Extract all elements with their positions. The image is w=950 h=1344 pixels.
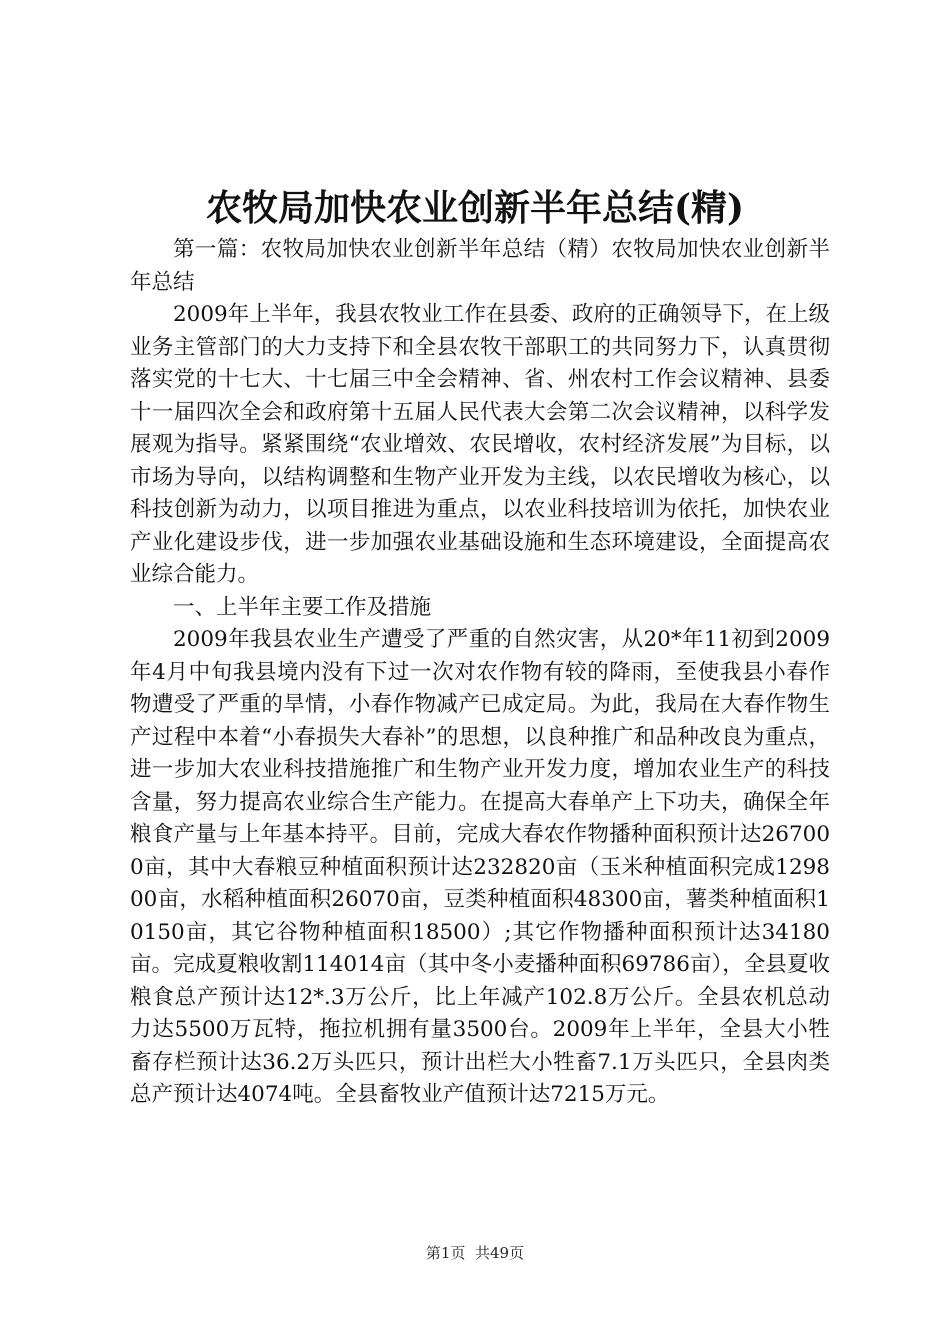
paragraph-overview: 2009年上半年，我县农牧业工作在县委、政府的正确领导下，在上级业务主管部门的大力支持下和全县农牧干部职工的共同努力下，认真贯彻落实党的十七大、十七届三中全会精神、省、州农村工作会议精神、县委十一届四次全会和政府第十五届人民代表大会第二次会议精神，以科学发展观为指导。紧紧围绕“农业增效、农民增收，农村经济发展”为目标，以市场为导向，以结构调整和生物产业开发为主线，以农民增收为核心，以科技创新为动力，以项目推进为重点，以农业科技培训为依托，加快农业产业化建设步伐，进一步加强农业基础设施和生态环境建设，全面提高农业综合能力。 — [130, 302, 830, 587]
page-footer — [0, 1243, 950, 1263]
document-body — [130, 234, 830, 1112]
document-title: 农牧局加快农业创新半年总结(精) — [205, 187, 745, 229]
page-number: 第1页 共49页 — [425, 1244, 525, 1262]
paragraph-details: 2009年我县农业生产遭受了严重的自然灾害，从20*年11初到2009年4月中旬我县境内没有下过一次对农作物有较的降雨，至使我县小春作物遭受了严重的旱情，小春作物减产已成定局。为此，我局在大春作物生产过程中本着“小春损失大春补”的思想，以良种推广和品种改良为重点，进一步加大农业科技措施推广和生物产业开发力度，增加农业生产的科技含量，努力提高农业综合生产能力。在提高大春单产上下功夫，确保全年粮食产量与上年基本持平。目前，完成大春农作物播种面积预计达267000亩，其中大春粮豆种植面积预计达232820亩（玉米种植面积完成129800亩，水稻种植面积26070亩，豆类种植面积48300亩，薯类种植面积10150亩，其它谷物种植面积18500）;其它作物播种面积预计达34180亩。完成夏粮收割114014亩（其中冬小麦播种面积69786亩），全县夏收粮食总产预计达12*.3万公斤，比上年减产102.8万公斤。全县农机总动力达5500万瓦特，拖拉机拥有量3500台。2009年上半年，全县大小牲畜存栏预计达36.2万头匹只，预计出栏大小牲畜7.1万头匹只，全县肉类总产预计达4074吨。全县畜牧业产值预计达7215万元。 — [130, 627, 830, 1107]
section-heading: 一、上半年主要工作及措施 — [173, 594, 432, 620]
paragraph-intro: 第一篇：农牧局加快农业创新半年总结（精）农牧局加快农业创新半年总结 — [130, 237, 830, 295]
